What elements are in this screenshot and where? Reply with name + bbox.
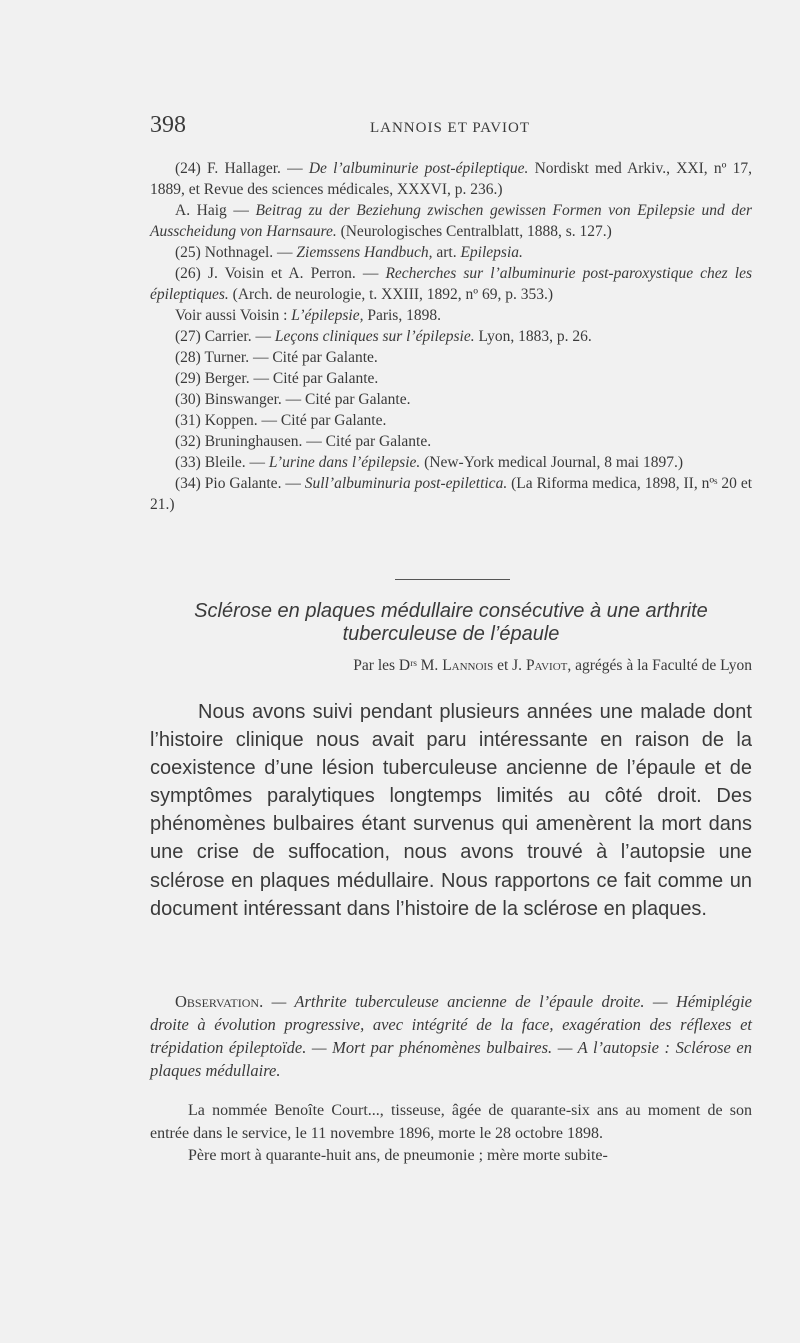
reference-item: (24) F. Hallager. — De l’albuminurie post-épileptique. Nordiskt med Arkiv., XXI, nº 17, 1889, et Revue des sciences médicales, XXXVI, p. 236.) — [150, 160, 752, 198]
intro-paragraph: Nous avons suivi pendant plusieurs années une malade dont l’histoire clinique nous avait paru intéressante en raison de la coexistence d’une lésion tuberculeuse ancienne de l’épaule et de symptômes paralytiques longtemps limités au côté droit. Des phénomènes bulbaires étant survenus qui amenèrent la mort dans une crise de suffocation, nous avons trouvé à l’autopsie une sclérose en plaques médullaire. Nous rapportons ce fait comme un document intéressant dans l’histoire de la sclérose en plaques. — [150, 701, 752, 920]
reference-item: (34) Pio Galante. — Sull’albuminuria post-epilettica. (La Riforma medica, 1898, II, nºˢ 20 et 21.) — [150, 475, 753, 513]
article-intro — [150, 698, 752, 923]
article-authors: Par les Dʳˢ M. Lannois et J. Paviot, agrégés à la Faculté de Lyon — [353, 657, 752, 674]
section-divider — [395, 579, 510, 580]
reference-item: (29) Berger. — Cité par Galante. — [175, 370, 379, 387]
reference-item: (30) Binswanger. — Cité par Galante. — [175, 391, 411, 408]
observation-summary — [150, 990, 752, 1082]
case-text — [150, 1100, 752, 1168]
reference-item: (27) Carrier. — Leçons cliniques sur l’épilepsie. Lyon, 1883, p. 26. — [175, 328, 592, 345]
running-title: LANNOIS ET PAVIOT — [369, 120, 531, 136]
page-number: 398 — [150, 112, 186, 138]
reference-list — [150, 158, 752, 515]
reference-item: (32) Bruninghausen. — Cité par Galante. — [175, 433, 432, 450]
author-name: Lannois — [442, 657, 494, 674]
reference-item: (33) Bleile. — L’urine dans l’épilepsie. (New-York medical Journal, 8 mai 1897.) — [175, 454, 683, 471]
article-title — [150, 600, 752, 646]
observation-label: Observation. — [175, 992, 264, 1011]
case-paragraph: La nommée Benoîte Court..., tisseuse, âgée de quarante-six ans au moment de son entrée dans le service, le 11 novembre 1896, morte le 28 octobre 1898. — [150, 1102, 752, 1142]
reference-item: Voir aussi Voisin : L’épilepsie, Paris, 1898. — [175, 307, 441, 324]
author-name: Paviot, — [525, 657, 572, 674]
reference-item: (28) Turner. — Cité par Galante. — [175, 349, 378, 366]
reference-item: (26) J. Voisin et A. Perron. — Recherches sur l’albuminurie post-paroxystique chez les épileptiques. (Arch. de neurologie, t. XXIII, 1892, nº 69, p. 353.) — [150, 265, 752, 303]
reference-item: (31) Koppen. — Cité par Galante. — [175, 412, 387, 429]
article-title-line: Sclérose en plaques médullaire consécutive à une arthrite — [194, 600, 708, 622]
observation-text: — Arthrite tuberculeuse ancienne de l’épaule droite. — Hémiplégie droite à évolution progressive, avec intégrité de la face, exagération des réflexes et trépidation épileptoïde. — Mort par phénomènes bulbaires. — A l’autopsie : Sclérose en plaques médullaire. — [150, 992, 752, 1080]
article-title-line: tuberculeuse de l’épaule — [342, 623, 560, 645]
page-header — [150, 112, 750, 146]
reference-item: A. Haig — Beitrag zu der Beziehung zwischen gewissen Formen von Epilepsie und der Ausscheidung von Harnsaure. (Neurologisches Centralblatt, 1888, s. 127.) — [150, 202, 753, 240]
reference-item: (25) Nothnagel. — Ziemssens Handbuch, art. Epilepsia. — [175, 244, 523, 261]
case-paragraph: Père mort à quarante-huit ans, de pneumonie ; mère morte subite- — [188, 1147, 608, 1164]
